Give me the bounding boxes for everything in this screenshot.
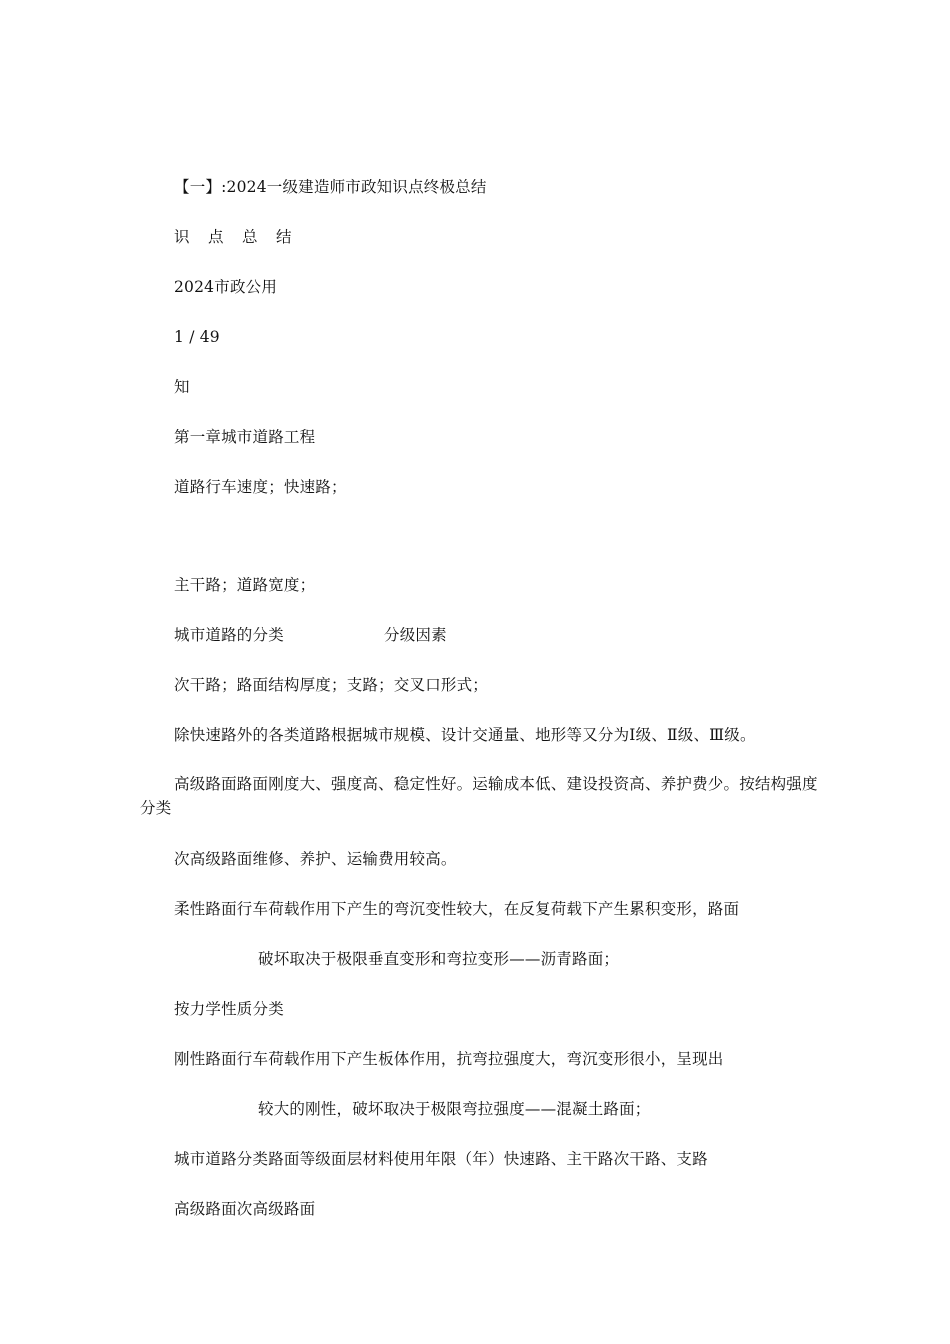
text-line: 破坏取决于极限垂直变形和弯拉变形——沥青路面； xyxy=(258,950,620,968)
text-paragraph: 高级路面路面刚度大、强度高、稳定性好。运输成本低、建设投资高、养护费少。按结构强度分类 xyxy=(140,775,818,817)
document-title: 【一】:2024一级建造师市政知识点终极总结 xyxy=(174,178,487,196)
text-line: 城市道路分类路面等级面层材料使用年限（年）快速路、主干路次干路、支路 xyxy=(174,1150,708,1168)
cover-char: 点 xyxy=(208,228,224,246)
cover-char: 识 xyxy=(174,228,190,246)
text-segment: 分级因素 xyxy=(384,626,447,644)
text-line: 次干路；路面结构厚度；支路；交叉口形式； xyxy=(174,676,489,694)
text-line: 除快速路外的各类道路根据城市规模、设计交通量、地形等又分为Ⅰ级、Ⅱ级、Ⅲ级。 xyxy=(174,726,756,744)
text-line-split xyxy=(174,624,447,646)
cover-char: 结 xyxy=(276,228,292,246)
page-indicator: 1 / 49 xyxy=(174,328,220,346)
text-line: 道路行车速度；快速路； xyxy=(174,478,347,496)
text-line: 刚性路面行车荷载作用下产生板体作用，抗弯拉强度大，弯沉变形很小，呈现出 xyxy=(174,1050,724,1068)
cover-char: 总 xyxy=(242,228,258,246)
text-line: 柔性路面行车荷载作用下产生的弯沉变性较大，在反复荷载下产生累积变形，路面 xyxy=(174,900,740,918)
text-line: 次高级路面维修、养护、运输费用较高。 xyxy=(174,850,457,868)
text-segment: 城市道路的分类 xyxy=(174,626,284,644)
chapter-heading: 第一章城市道路工程 xyxy=(174,428,316,446)
text-line: 按力学性质分类 xyxy=(174,1000,284,1018)
text-line: 高级路面次高级路面 xyxy=(174,1200,316,1218)
text-line: 较大的刚性，破坏取决于极限弯拉强度——混凝土路面； xyxy=(258,1100,651,1118)
zhi-char: 知 xyxy=(174,378,190,396)
subtitle: 2024市政公用 xyxy=(174,278,278,296)
text-line: 主干路；道路宽度； xyxy=(174,576,316,594)
cover-heading xyxy=(174,226,310,248)
